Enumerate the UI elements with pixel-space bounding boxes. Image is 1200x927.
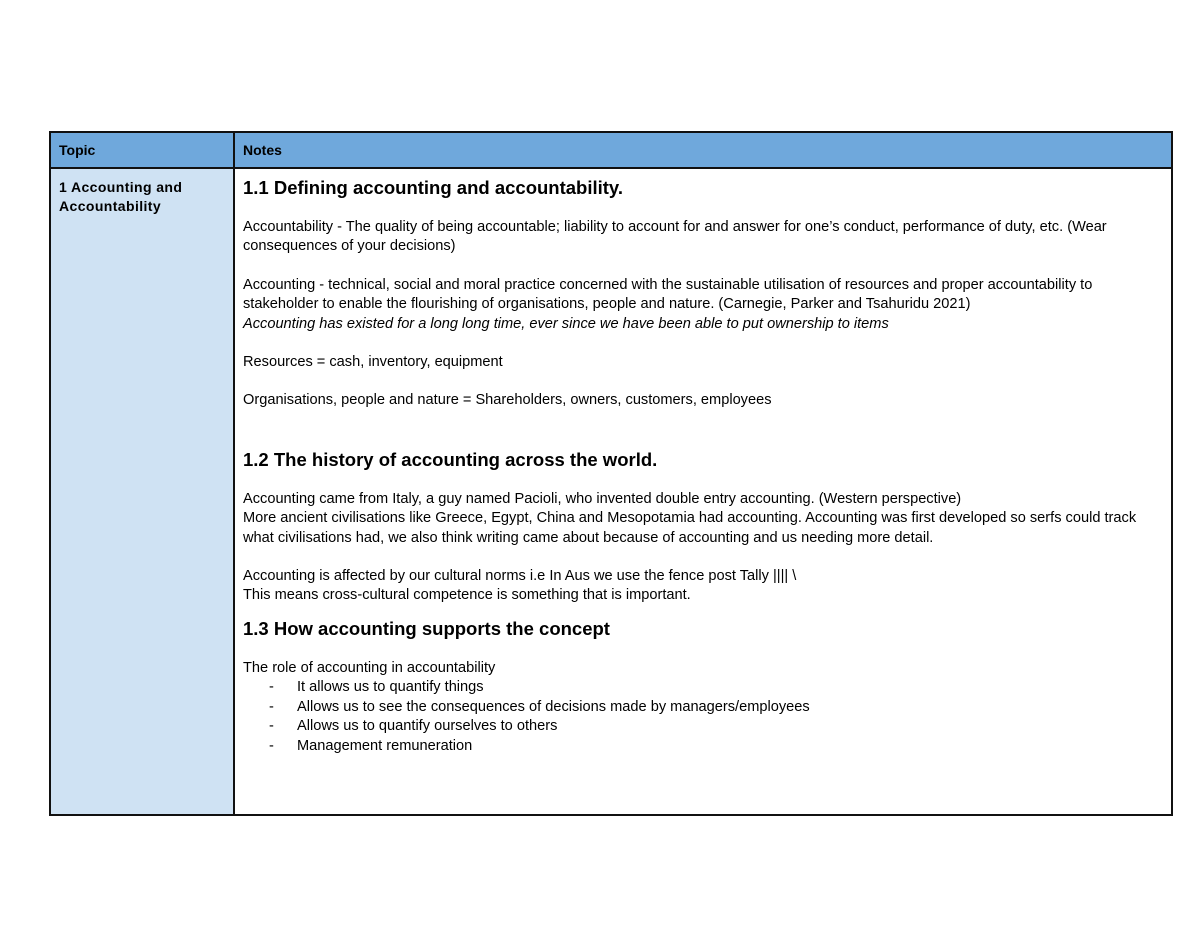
paragraph-italy: Accounting came from Italy, a guy named Pacioli, who invented double entry accounting. (Western perspective) <box>243 490 962 507</box>
bullet-marker: - <box>269 718 274 735</box>
list-item-text: Allows us to see the consequences of decisions made by managers/employees <box>297 698 810 715</box>
paragraph-resources: Resources = cash, inventory, equipment <box>243 354 503 371</box>
section-heading-1-1: 1.1 Defining accounting and accountability. <box>243 177 623 198</box>
paragraph-accounting: Accounting - technical, social and moral practice concerned with the sustainable utilisation of resources and proper accountability to stakeholder to enable the flourishing of organisations, people and nature. (Carnegie, Parker and Tsahuridu 2021) <box>243 276 1093 313</box>
list-item <box>269 717 1163 736</box>
paragraph-accountability: Accountability - The quality of being accountable; liability to account for and answer for one’s conduct, performance of duty, etc. (Wear consequences of your decisions) <box>243 219 1107 255</box>
bullet-marker: - <box>269 698 274 715</box>
notes-cell <box>235 169 1171 814</box>
paragraph-competence: This means cross-cultural competence is something that is important. <box>243 587 691 604</box>
list-item <box>269 678 1163 697</box>
bullet-marker: - <box>269 679 274 696</box>
paragraph-organisations: Organisations, people and nature = Shareholders, owners, customers, employees <box>243 392 772 409</box>
section-heading-1-3: 1.3 How accounting supports the concept <box>243 617 610 639</box>
paragraph-ancient: More ancient civilisations like Greece, Egypt, China and Mesopotamia had accounting. Accounting was first developed so serfs could track what civilisations had, we also think writing came about because of accounting and us needing more detail. <box>243 510 1137 546</box>
header-notes: Notes <box>235 133 1171 169</box>
list-item-text: Allows us to quantify ourselves to others <box>297 718 558 735</box>
list-item <box>269 698 1163 717</box>
section-heading-1-2: 1.2 The history of accounting across the world. <box>243 448 658 470</box>
topic-cell: 1 Accounting and Accountability <box>51 169 235 814</box>
paragraph-cultural: Accounting is affected by our cultural norms i.e In Aus we use the fence post Tally |||| \ <box>243 568 797 585</box>
paragraph-accounting-note: Accounting has existed for a long long time, ever since we have been able to put ownership to items <box>243 315 889 332</box>
bullet-list <box>243 678 1163 756</box>
list-item <box>269 737 1163 756</box>
list-item-text: Management remuneration <box>297 737 473 754</box>
list-item-text: It allows us to quantify things <box>297 679 484 696</box>
paragraph-role-intro: The role of accounting in accountability <box>243 659 496 676</box>
bullet-marker: - <box>269 737 274 754</box>
header-topic: Topic <box>51 133 235 169</box>
notes-table <box>49 131 1173 816</box>
